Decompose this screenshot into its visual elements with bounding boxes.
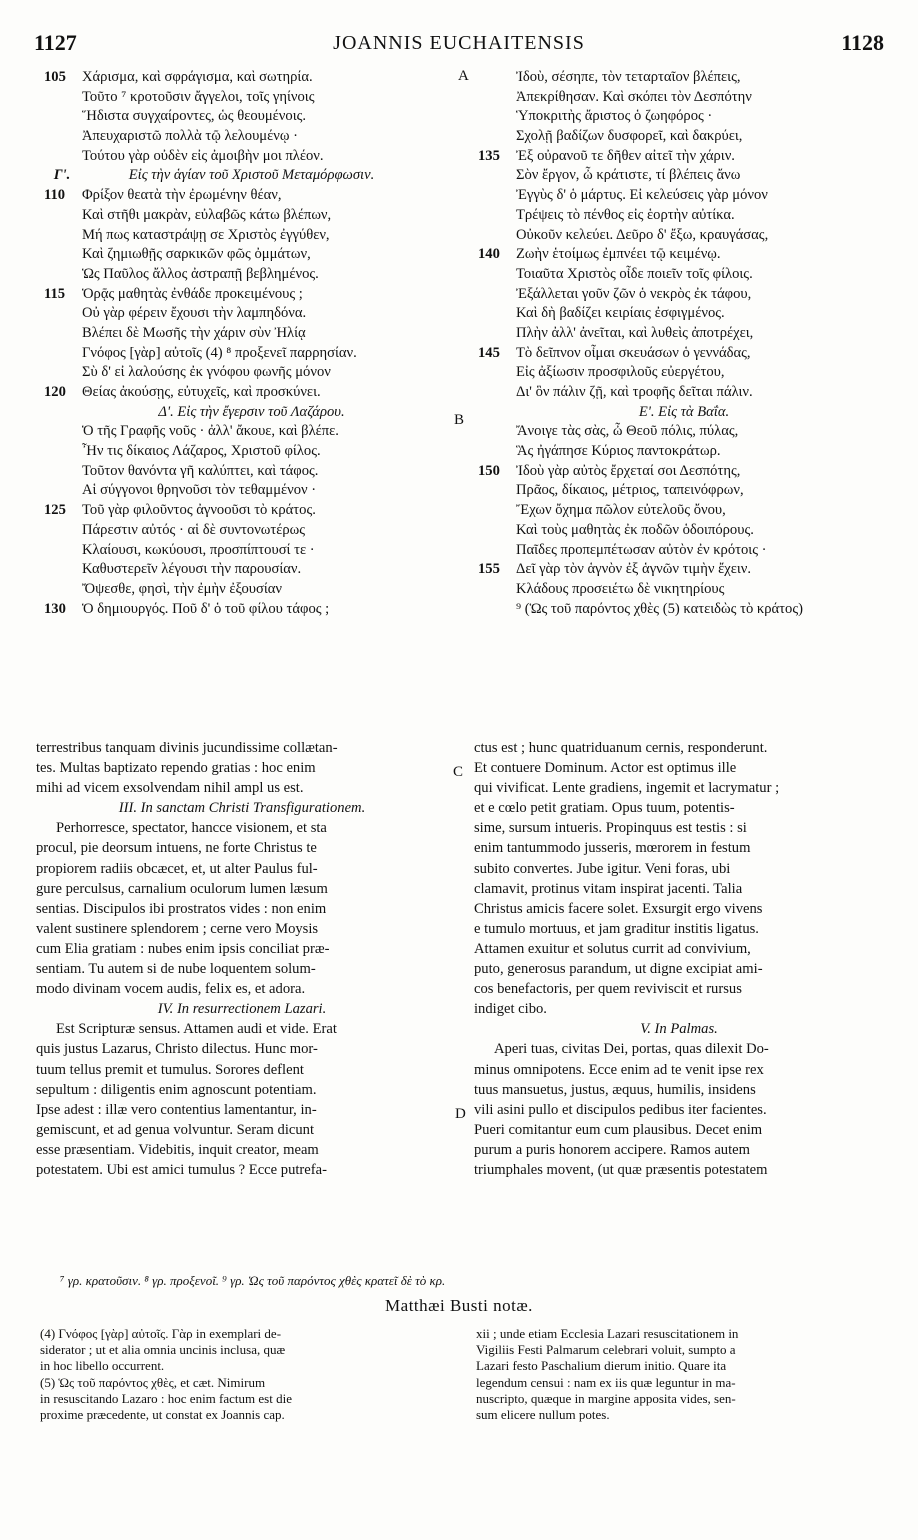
text-line: clamavit, protinus vitam inspirat jacenti. Talia xyxy=(474,880,743,897)
text-line: Pueri comitantur eum cum plausibus. Decet enim xyxy=(474,1121,763,1138)
note-line: Lazari festo Paschalium dierum initio. Quare ita xyxy=(476,1358,727,1374)
verse-line xyxy=(478,383,890,403)
verse-text: Πλὴν ἀλλ' ἀνεῖται, καὶ λυθεὶς ἀποτρέχει, xyxy=(516,324,754,341)
page-header xyxy=(34,30,884,56)
running-title: JOANNIS EUCHAITENSIS xyxy=(333,32,585,54)
verse-line xyxy=(44,265,459,285)
verse-text: ⁹ (Ὡς τοῦ παρόντος χθὲς (5) κατειδὼς τὸ κράτος) xyxy=(516,600,803,617)
section-heading xyxy=(44,166,459,186)
verse-line xyxy=(44,363,459,383)
verse-text: Ὁρᾷς μαθητὰς ἐνθάδε προκειμένους ; xyxy=(82,285,303,302)
text-line: triumphales movent, (ut quæ præsentis potestatem xyxy=(474,1161,768,1178)
verse-text: Καὶ τοὺς μαθητὰς ἐκ ποδῶν ὁδοιπόρους. xyxy=(516,521,754,538)
text-line: gure perculsus, carnalium oculorum lumen læsum xyxy=(36,880,328,897)
verse-line xyxy=(44,226,459,246)
verse-number: 125 xyxy=(44,502,66,519)
verse-text: Ἰδοὺ γὰρ αὐτὸς ἔρχεταί σοι Δεσπότης, xyxy=(516,462,741,479)
verse-line xyxy=(44,68,459,88)
text-line: minus omnipotens. Ecce enim ad te venit ipse rex xyxy=(474,1061,764,1078)
page-number-left: 1127 xyxy=(34,30,77,55)
verse-text: Αἱ σύγγονοι θρηνοῦσι τὸν τεθαμμένον · xyxy=(82,482,317,499)
section-heading xyxy=(478,403,890,423)
verse-line xyxy=(44,422,459,442)
verse-text: Ἔχων ὄχημα πῶλον εὐτελοῦς ὄνου, xyxy=(516,502,726,519)
verse-line xyxy=(478,127,890,147)
note-line: (5) Ὡς τοῦ παρόντος χθὲς, et cæt. Nimirum xyxy=(40,1374,266,1390)
verse-text: Ἀπευχαριστῶ πολλὰ τῷ λελουμένῳ · xyxy=(82,128,298,145)
verse-text: Ἐγγὺς δ' ὁ μάρτυς. Εἰ κελεύσεις γὰρ μόνον xyxy=(516,187,768,204)
note-line: in resuscitando Lazaro : hoc enim factum est die xyxy=(40,1390,292,1406)
verse-line xyxy=(478,107,890,127)
verse-text: Καὶ ζημιωθῇς σαρκικῶν φῶς ὀμμάτων, xyxy=(82,246,311,263)
text-line: terrestribus tanquam divinis jucundissime collætan- xyxy=(36,740,338,756)
note-line: siderator ; ut et alia omnia uncinis inclusa, quæ xyxy=(40,1342,286,1358)
verse-text: Ἥδιστα συγχαίροντες, ὡς θεουμένοις. xyxy=(82,108,307,125)
verse-text: Ὁ τῆς Γραφῆς νοῦς · ἀλλ' ἄκουε, καὶ βλέπε. xyxy=(82,423,339,440)
verse-text: Φρίξον θεατὰ τὴν ἐρωμένην θέαν, xyxy=(82,187,282,204)
verse-text: Καὶ στῆθι μακρὰν, εὐλαβῶς κάτω βλέπων, xyxy=(82,206,332,223)
text-line: ctus est ; hunc quatriduanum cernis, responderunt. xyxy=(474,740,768,756)
verse-text: Ζωὴν ἑτοίμως ἐμπνέει τῷ κειμένῳ. xyxy=(516,246,721,263)
verse-text: Δ'. Εἰς τὴν ἔγερσιν τοῦ Λαζάρου. xyxy=(158,403,345,420)
verse-line xyxy=(478,206,890,226)
verse-text: Σὺ δ' εἰ λαλούσης ἐκ γνόφου φωνῆς μόνον xyxy=(82,364,331,381)
text-line: qui vivificat. Lente gradiens, ingemit et lacrymatur ; xyxy=(474,780,780,797)
verse-line xyxy=(44,383,459,403)
text-line: enim tantummodo jusseris, mœrorem in festum xyxy=(474,840,751,857)
text-line: modo divinam vocem audis, felix es, et adora. xyxy=(36,981,306,998)
verse-line xyxy=(478,344,890,364)
verse-line xyxy=(44,324,459,344)
verse-line xyxy=(44,580,459,600)
note-line: proxime præcedente, ut constat ex Joannis cap. xyxy=(40,1406,285,1422)
latin-column-right xyxy=(474,738,884,1180)
verse-line xyxy=(44,147,459,167)
text-line: esse præsentiam. Videbitis, inquit creator, meam xyxy=(36,1141,319,1158)
section-heading: III. In sanctam Christi Transfigurationem. xyxy=(118,800,366,817)
verse-number: 105 xyxy=(44,69,66,85)
note-line: xii ; unde etiam Ecclesia Lazari resuscitationem in xyxy=(476,1326,739,1341)
section-heading xyxy=(44,403,459,423)
verse-line xyxy=(478,600,890,620)
verse-number: Γ'. xyxy=(53,167,71,184)
text-line: tes. Multas baptizato rependo gratias : hoc enim xyxy=(36,760,316,777)
verse-number: 110 xyxy=(44,187,66,204)
verse-line xyxy=(478,147,890,167)
margin-mark-b: B xyxy=(454,412,465,428)
verse-line xyxy=(44,521,459,541)
verse-line xyxy=(478,580,890,600)
text-line: indiget cibo. xyxy=(474,1001,547,1018)
verse-number: 155 xyxy=(478,561,500,578)
verse-line xyxy=(44,442,459,462)
text-line: tuum tellus premit et tumulus. Sorores deflent xyxy=(36,1061,304,1078)
text-line: Et contuere Dominum. Actor est optimus ille xyxy=(474,760,737,777)
verse-number: 120 xyxy=(44,384,66,400)
verse-line xyxy=(44,560,459,580)
verse-text: Ἀπεκρίθησαν. Καὶ σκόπει τὸν Δεσπότην xyxy=(516,88,752,105)
margin-mark-c: C xyxy=(453,764,464,780)
verse-line xyxy=(44,88,459,108)
text-line: procul, pie deorsum intuens, ne forte Christus te xyxy=(36,840,317,857)
page-number-right: 1128 xyxy=(841,30,884,55)
text-line: e tumulo mortuus, et jam graditur institis ligatus. xyxy=(474,920,759,937)
text-line: puto, generosus parandum, ut digne excipiat ami- xyxy=(474,961,763,978)
section-heading: IV. In resurrectionem Lazari. xyxy=(157,1001,327,1018)
text-line: subito convertes. Jube igitur. Veni foras, ubi xyxy=(474,860,731,877)
verse-text: Τοῦ γὰρ φιλοῦντος ἀγνοοῦσι τὸ κράτος. xyxy=(82,502,316,519)
greek-column-right xyxy=(478,68,890,619)
note-line: in hoc libello occurrent. xyxy=(40,1358,165,1374)
note-line: sum elicere nullum potes. xyxy=(476,1406,610,1422)
verse-text: Τὸ δεῖπνον οἶμαι σκευάσων ὁ γεννάδας, xyxy=(516,344,751,361)
verse-line xyxy=(478,521,890,541)
verse-number: 145 xyxy=(478,344,500,361)
verse-text: Ἃς ἠγάπησε Κύριος παντοκράτωρ. xyxy=(516,443,721,460)
verse-text: Τοῦτο ⁷ κροτοῦσιν ἄγγελοι, τοῖς γηίνοις xyxy=(82,88,315,105)
verse-line xyxy=(478,442,890,462)
verse-line xyxy=(478,422,890,442)
verse-line xyxy=(44,127,459,147)
verse-text: Ἐξάλλεται γοῦν ζῶν ὁ νεκρὸς ἐκ τάφου, xyxy=(516,285,752,302)
note-line: nuscripto, quæque in margine apposita vides, sen- xyxy=(476,1390,736,1406)
verse-text: Τρέψεις τὸ πένθος εἰς ἑορτὴν αὐτίκα. xyxy=(516,206,735,223)
verse-line xyxy=(44,206,459,226)
verse-text: Εἰς τὴν ἁγίαν τοῦ Χριστοῦ Μεταμόρφωσιν. xyxy=(128,167,375,184)
text-line: sentiam. Tu autem si de nube loquentem solum- xyxy=(36,961,316,978)
text-line: gemiscunt, et ad genua volvuntur. Seram dicunt xyxy=(36,1121,315,1138)
verse-line xyxy=(44,304,459,324)
note-line: (4) Γνόφος [γὰρ] αὐτοῖς. Γὰρ in exemplari de- xyxy=(40,1326,282,1341)
margin-mark-a: A xyxy=(458,68,469,84)
note-line: Vigiliis Festi Palmarum celebrari voluit, sumpto a xyxy=(476,1342,736,1358)
verse-text: Γνόφος [γὰρ] αὐτοῖς (4) ⁸ προξενεῖ παρρησίαν. xyxy=(82,344,357,361)
verse-text: Ὡς Παῦλος ἄλλος ἀστραπῇ βεβλημένος. xyxy=(82,265,319,282)
verse-line xyxy=(478,324,890,344)
verse-text: Βλέπει δὲ Μωσῆς τὴν χάριν σὺν Ἠλίᾳ xyxy=(82,324,306,341)
verse-text: Δι' ὃν πάλιν ζῇ, καὶ τροφῆς δεῖται πάλιν. xyxy=(516,384,753,400)
verse-line xyxy=(478,186,890,206)
text-line: cos benefactoris, per quem reviviscit et rursus xyxy=(474,981,742,998)
text-line: Attamen exuitur et solutus currit ad convivium, xyxy=(474,940,751,957)
verse-text: Κλάδους προσειέτω δὲ νικητηρίους xyxy=(516,580,725,597)
verse-line xyxy=(478,265,890,285)
verse-text: Τοῦτον θανόντα γῆ καλύπτει, καὶ τάφος. xyxy=(82,462,319,479)
text-line: propiorem radiis obcæcet, et, ut alter Paulus ful- xyxy=(36,860,318,877)
variant-footnotes: ⁷ γρ. κρατοῦσιν. ⁸ γρ. προξενοῖ. ⁹ γρ. Ὡς τοῦ παρόντος χθὲς κρατεῖ δὲ τὸ κρ. xyxy=(60,1273,446,1288)
text-line: valent sustinere splendorem ; cerne vero Moysis xyxy=(36,920,319,937)
verse-line xyxy=(478,285,890,305)
verse-line xyxy=(44,186,459,206)
text-line: mihi ad vicem exsolvendam nihil ampl us est. xyxy=(36,780,304,797)
verse-number: 150 xyxy=(478,462,500,479)
verse-text: Πάρεστιν αὐτός · αἱ δὲ συντονωτέρως xyxy=(82,521,306,538)
text-line: quis justus Lazarus, Christo dilectus. Hunc mor- xyxy=(36,1041,318,1058)
verse-text: Τοιαῦτα Χριστὸς οἶδε ποιεῖν τοῖς φίλοις. xyxy=(516,265,753,282)
verse-text: Ἰδοὺ, σέσηπε, τὸν τεταρταῖον βλέπεις, xyxy=(516,69,741,85)
verse-line xyxy=(478,481,890,501)
verse-line xyxy=(478,166,890,186)
text-line: Christus amicis facere solet. Exsurgit ergo vivens xyxy=(474,900,763,917)
latin-column-left xyxy=(36,738,448,1180)
verse-line xyxy=(478,501,890,521)
verse-text: Σὸν ἔργον, ὦ κράτιστε, τί βλέπεις ἄνω xyxy=(516,167,741,184)
verse-text: Ὑποκριτὴς ἄριστος ὁ ζωηφόρος · xyxy=(516,108,713,125)
notes-column-left xyxy=(40,1326,450,1423)
margin-mark-d: D xyxy=(455,1106,466,1122)
verse-text: Ε'. Εἰς τὰ Βαΐα. xyxy=(638,403,730,420)
verse-number: 140 xyxy=(478,246,500,263)
verse-text: Θείας ἀκούσῃς, εὐτυχεῖς, καὶ προσκύνει. xyxy=(82,384,321,400)
text-line: Perhorresce, spectator, hancce visionem, et sta xyxy=(56,820,327,837)
verse-number: 115 xyxy=(44,285,66,302)
text-line: Aperi tuas, civitas Dei, portas, quas dilexit Do- xyxy=(494,1041,769,1058)
verse-line xyxy=(478,245,890,265)
verse-line xyxy=(478,226,890,246)
verse-line xyxy=(44,107,459,127)
text-line: potestatem. Ubi est amici tumulus ? Ecce putrefa- xyxy=(36,1161,327,1178)
verse-line xyxy=(44,501,459,521)
verse-line xyxy=(478,560,890,580)
text-line: et e cœlo petit gratiam. Opus tuum, potentis- xyxy=(474,800,735,817)
verse-line xyxy=(44,462,459,482)
verse-text: Δεῖ γὰρ τὸν ἁγνὸν ἐξ ἁγνῶν τιμὴν ἔχειν. xyxy=(516,561,751,578)
verse-line xyxy=(478,541,890,561)
verse-text: Παῖδες προπεμπέτωσαν αὐτὸν ἐν κρότοις · xyxy=(516,541,767,558)
notes-column-right xyxy=(476,1326,886,1423)
verse-text: Μή πως καταστράψῃ σε Χριστὸς ἐγγύθεν, xyxy=(82,226,330,243)
verse-text: Ὁ δημιουργός. Ποῦ δ' ὁ τοῦ φίλου τάφος ; xyxy=(82,600,330,617)
verse-line xyxy=(478,68,890,88)
verse-line xyxy=(44,285,459,305)
text-line: Est Scripturæ sensus. Attamen audi et vide. Erat xyxy=(56,1021,337,1038)
section-heading: V. In Palmas. xyxy=(640,1021,718,1038)
verse-line xyxy=(44,541,459,561)
text-line: purum a puris honorem accipere. Ramos autem xyxy=(474,1141,750,1158)
verse-line xyxy=(44,600,459,620)
verse-number: 130 xyxy=(44,600,66,617)
verse-text: Ἄνοιγε τὰς σὰς, ὦ Θεοῦ πόλις, πύλας, xyxy=(516,423,739,440)
verse-number: 135 xyxy=(478,147,500,164)
text-line: sentias. Discipulos ibi prostratos vides : non enim xyxy=(36,900,327,917)
text-line: tuus mansuetus, justus, æquus, humilis, insidens xyxy=(474,1081,756,1098)
verse-text: Οὐ γὰρ φέρειν ἔχουσι τὴν λαμπηδόνα. xyxy=(82,305,307,322)
verse-text: Τούτου γὰρ οὐδὲν εἰς ἀμοιβὴν μοι πλέον. xyxy=(82,147,324,164)
verse-text: Χάρισμα, καὶ σφράγισμα, καὶ σωτηρία. xyxy=(82,69,313,85)
verse-line xyxy=(478,363,890,383)
text-line: vili asini pullo et discipulos pedibus iter facientes. xyxy=(474,1101,767,1118)
verse-text: Κλαίουσι, κωκύουσι, προσπίπτουσί τε · xyxy=(82,541,315,558)
notes-title: Matthæi Busti notæ. xyxy=(385,1296,533,1315)
verse-text: Εἰς ἀξίωσιν προσφιλοῦς εὐεργέτου, xyxy=(516,364,725,381)
verse-text: Σχολῇ βαδίζων δυσφορεῖ, καὶ δακρύει, xyxy=(516,128,743,145)
verse-line xyxy=(478,304,890,324)
verse-line xyxy=(44,481,459,501)
text-line: sime, sursum intueris. Propinquus est testis : si xyxy=(474,820,747,837)
verse-line xyxy=(478,462,890,482)
verse-text: Ἐξ οὐρανοῦ τε δῆθεν αἰτεῖ τὴν χάριν. xyxy=(516,147,735,164)
verse-line xyxy=(44,344,459,364)
verse-text: Καὶ δὴ βαδίζει κειρίαις ἐσφιγμένος. xyxy=(516,305,725,322)
verse-text: Καθυστερεῖν λέγουσι τὴν παρουσίαν. xyxy=(82,561,302,578)
text-line: Ipse adest : illæ vero contentius lamentantur, in- xyxy=(36,1101,317,1118)
verse-text: Ἦν τις δίκαιος Λάζαρος, Χριστοῦ φίλος. xyxy=(82,443,321,460)
verse-text: Ὄψεσθε, φησὶ, τὴν ἐμὴν ἐξουσίαν xyxy=(82,580,283,597)
greek-column-left xyxy=(44,68,459,619)
verse-text: Πρᾶος, δίκαιος, μέτριος, ταπεινόφρων, xyxy=(516,482,744,499)
note-line: legendum censui : nam ex iis quæ leguntur in ma- xyxy=(476,1374,736,1390)
verse-line xyxy=(44,245,459,265)
text-line: cum Elia gratiam : nubes enim ipsis conciliat præ- xyxy=(36,940,330,957)
verse-line xyxy=(478,88,890,108)
verse-text: Οὐκοῦν κελεύει. Δεῦρο δ' ἔξω, κραυγάσας, xyxy=(516,226,769,243)
text-line: sepultum : diligentis enim agnoscunt potentiam. xyxy=(36,1081,317,1098)
